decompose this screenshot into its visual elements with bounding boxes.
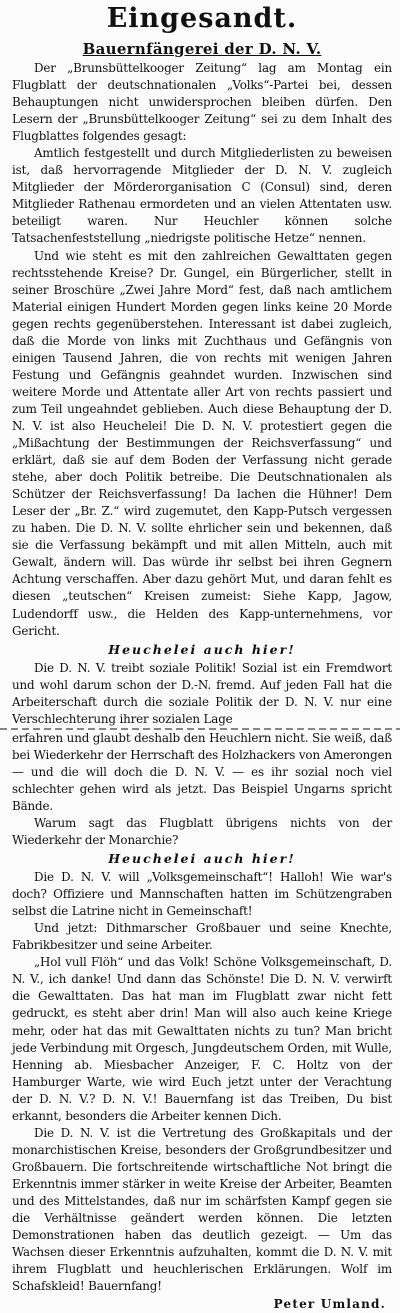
paragraph-volksgemeinschaft: Die D. N. V. will „Volksgemeinschaft“! Halloh! Wie war's doch? Offiziere und Mannschaften hatten im Schützengraben selbst die Latrine nicht in Gemeinschaft! <box>12 870 392 919</box>
subheading-heuchelei-1: Heuchelei auch hier! <box>108 641 296 657</box>
subheading-heuchelei-2: Heuchelei auch hier! <box>108 851 296 867</box>
paragraph-soziale-politik: Die D. N. V. treibt soziale Politik! Sozial ist ein Fremdwort und wohl darum schon der D.-N. fremd. Auf jeden Fall hat die Arbeiterschaft durch die soziale Politik der D. N. V. nur eine Verschlechterung ihrer sozialen Lage <box>12 660 392 726</box>
paragraph-grosskapital: Die D. N. V. ist die Vertretung des Großkapitals und der monarchistischen Kreise, besonders der Großgrundbesitzer und Großbauern. Die fortschreitende wirtschaftliche Not bringt die Erkenntnis immer stärker in weite Kreise der Arbeiter, Beamten und des Mittelstandes, daß nur im schärfsten Kampf gegen sie die Verhältnisse geändert werden können. Die letzten Demonstrationen haben das deutlich gezeigt. — Um das Wachsen dieser Erkenntnis aufzuhalten, kommt die D. N. V. mit ihrem Flugblatt und heuchlerischen Erklärungen. Wolf im Schafskleid! Bauernfang! <box>12 1125 392 1294</box>
paragraph-soziale-politik-cont: erfahren und glaubt deshalb den Heuchlern nicht. Sie weiß, daß bei Wiederkehr der Herrschaft des Holzhackers von Amerongen — und die will doch die D. N. V. — es ihr sozial noch viel schlechter gehen wird als jetzt. Das Beispiel Ungarns spricht Bände. <box>12 730 392 813</box>
paragraph-organisation-c: Amtlich festgestellt und durch Mitgliederlisten zu beweisen ist, daß hervorragende Mitglieder der D. N. V. zugleich Mitglieder der Mörderorganisation C (Consul) sind, deren Mitglieder Rathenau ermordeten und an vielen Attentaten usw. beteiligt waren. Nur Heuchler können solche Tatsachenfeststellung „niedrigste politische Hetze“ nennen. <box>12 146 392 246</box>
section-headline: Eingesandt. <box>106 3 298 34</box>
clipping-tear-line <box>0 728 400 730</box>
paragraph-monarchie: Warum sagt das Flugblatt übrigens nichts von der Wiederkehr der Monarchie? <box>12 816 392 848</box>
article-title: Bauernfängerei der D. N. V. <box>82 40 322 58</box>
paragraph-dithmarscher: Und jetzt: Dithmarscher Großbauer und seine Knechte, Fabrikbesitzer und seine Arbeiter. <box>12 921 392 953</box>
paragraph-hol-vull-floeh: „Hol vull Flöh“ und das Volk! Schöne Volksgemeinschaft, D. N. V., ich danke! Und dann das Schönste! Die D. N. V. verwirft die Gewalttaten. Das hat man im Flugblatt zwar nicht fett gedruckt, es steht aber drin! Man will also auch keine Kriege mehr, oder hat das mit Gewalttaten nichts zu tun? Man bricht jede Verbindung mit Orgesch, Jungdeutschem Orden, mit Wulle, Henning ab. Miesbacher Anzeiger, F. C. Holtz von der Hamburger Warte, wie wird Euch jetzt unter der Verachtung der D. N. V.? D. N. V.! Bauernfang ist das Treiben, Du bist erkannt, besonders die Arbeiter kennen Dich. <box>12 955 392 1123</box>
paragraph-gewalttaten: Und wie steht es mit den zahlreichen Gewalttaten gegen rechtsstehende Kreise? Dr. Gungel, ein Bürgerlicher, stellt in seiner Broschüre „Zwei Jahre Mord“ fest, daß nach amtlichem Material einigen Hundert Morden gegen links keine 20 Morde gegen rechts gegenüberstehen. Interessant ist dabei zugleich, daß die Morde von links mit Zuchthaus und Gefängnis von einigen Tausend Jahren, die von rechts mit wenigen Jahren Festung und Gefängnis geahndet wurden. Inzwischen sind weitere Morde und Attentate aller Art von rechts passiert und zum Teil ungeahndet geblieben. Auch diese Behauptung der D. N. V. ist also Heuchelei! Die D. N. V. protestiert gegen die „Mißachtung der Bestimmungen der Reichsverfassung“ und erklärt, daß sie auf dem Boden der Verfassung nicht gerade stehe, aber doch Politik betreibe. Die Deutschnationalen als Schützer der Reichsverfassung! Da lachen die Hühner! Dem Leser der „Br. Z.“ wird zugemutet, den Kapp-Putsch vergessen zu haben. Die D. N. V. sollte ehrlicher sein und bekennen, daß sie die Verfassung bekämpft und mit allen Mitteln, auch mit Gewalt, ändern will. Das würde ihr selbst bei ihren Gegnern Achtung verschaffen. Aber dazu gehört Mut, und daran fehlt es diesen „teutschen“ Kreisen zumeist: Siehe Kapp, Jagow, Ludendorff usw., die Helden des Kapp-unternehmens, vor Gericht. <box>12 248 392 638</box>
author-signature: Peter Umland. <box>273 1297 386 1312</box>
paragraph-intro: Der „Brunsbüttelkooger Zeitung“ lag am Montag ein Flugblatt der deutschnationalen „Volks“-Partei bei, dessen Behauptungen nicht unwidersprochen bleiben dürfen. Den Lesern der „Brunsbüttelkooger Zeitung“ sei zu dem Inhalt des Flugblattes folgendes gesagt: <box>12 61 392 144</box>
